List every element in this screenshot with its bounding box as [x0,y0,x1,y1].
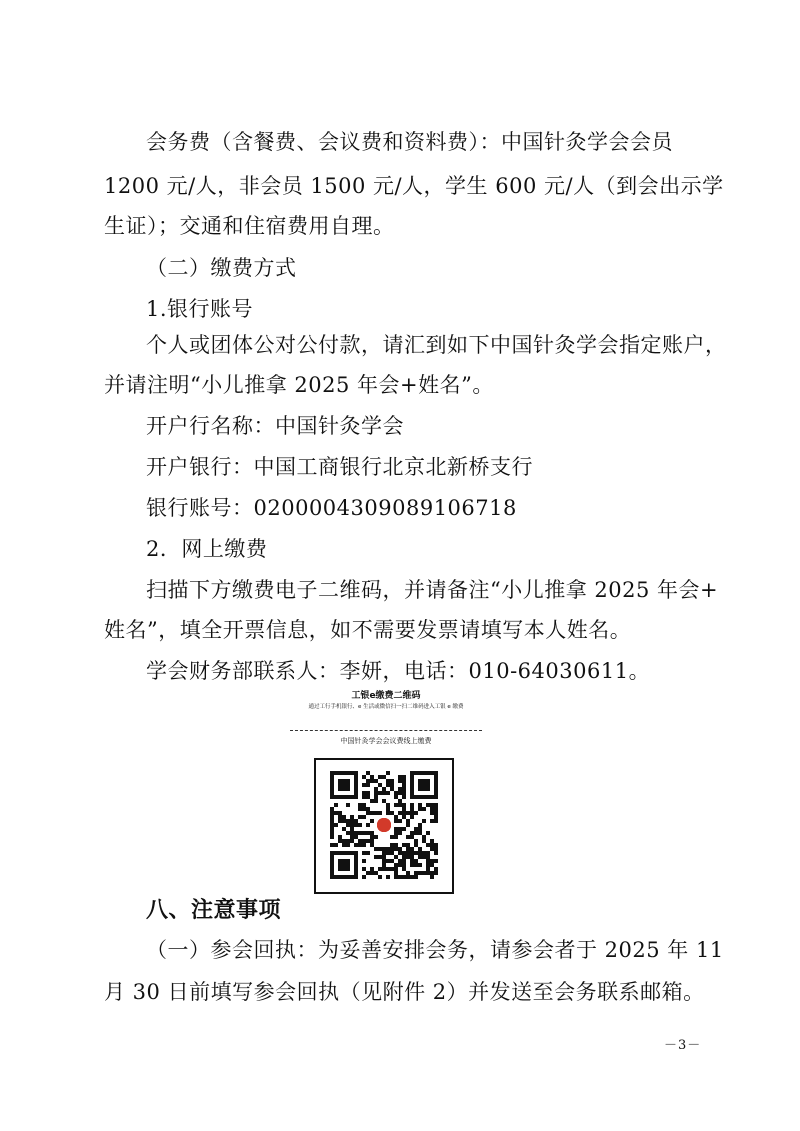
online-text-1: 扫描下方缴费电子二维码，并请备注“小儿推拿 2025 年会+ [146,578,719,602]
qr-frame [314,758,454,894]
page-number: －3－ [664,1038,702,1053]
account-number: 银行账号：0200004309089106718 [146,496,517,520]
seal-icon [377,818,391,832]
fee-line-1: 会务费（含餐费、会议费和资料费）：中国针灸学会会员 [146,130,673,154]
payment-heading: （二）缴费方式 [146,256,297,280]
finance-contact: 学会财务部联系人：李妍，电话：010-64030611。 [146,659,651,683]
notes-heading: 八、注意事项 [146,898,282,923]
qr-caption: 中国针灸学会会议费线上缴费 [340,737,432,745]
fee-line-3: 生证）；交通和住宿费用自理。 [104,214,395,238]
qr-divider [290,730,482,731]
account-name: 开户行名称：中国针灸学会 [146,414,404,438]
qr-payment-panel [288,686,484,896]
qr-title: 工银e缴费二维码 [351,691,421,701]
bank-text-1: 个人或团体公对公付款，请汇到如下中国针灸学会指定账户， [146,333,727,357]
notes-line-1: （一）参会回执：为妥善安排会务，请参会者于 2025 年 11 [146,938,724,962]
bank-heading: 1.银行账号 [146,297,254,321]
notes-line-2: 月 30 日前填写参会回执（见附件 2）并发送至会务联系邮箱。 [104,980,705,1004]
online-text-2: 姓名”，填全开票信息，如不需要发票请填写本人姓名。 [104,618,632,642]
bank-branch: 开户银行：中国工商银行北京北新桥支行 [146,455,533,479]
online-heading: 2．网上缴费 [146,537,268,561]
fee-line-2: 1200 元/人，非会员 1500 元/人，学生 600 元/人（到会出示学 [104,174,724,198]
bank-text-2: 并请注明“小儿推拿 2025 年会+姓名”。 [104,373,494,397]
qr-code-icon[interactable] [330,770,438,880]
qr-subtitle: 通过工行手机银行、e 生活或微信扫一扫二维码进入工银 e 缴费 [308,704,464,710]
